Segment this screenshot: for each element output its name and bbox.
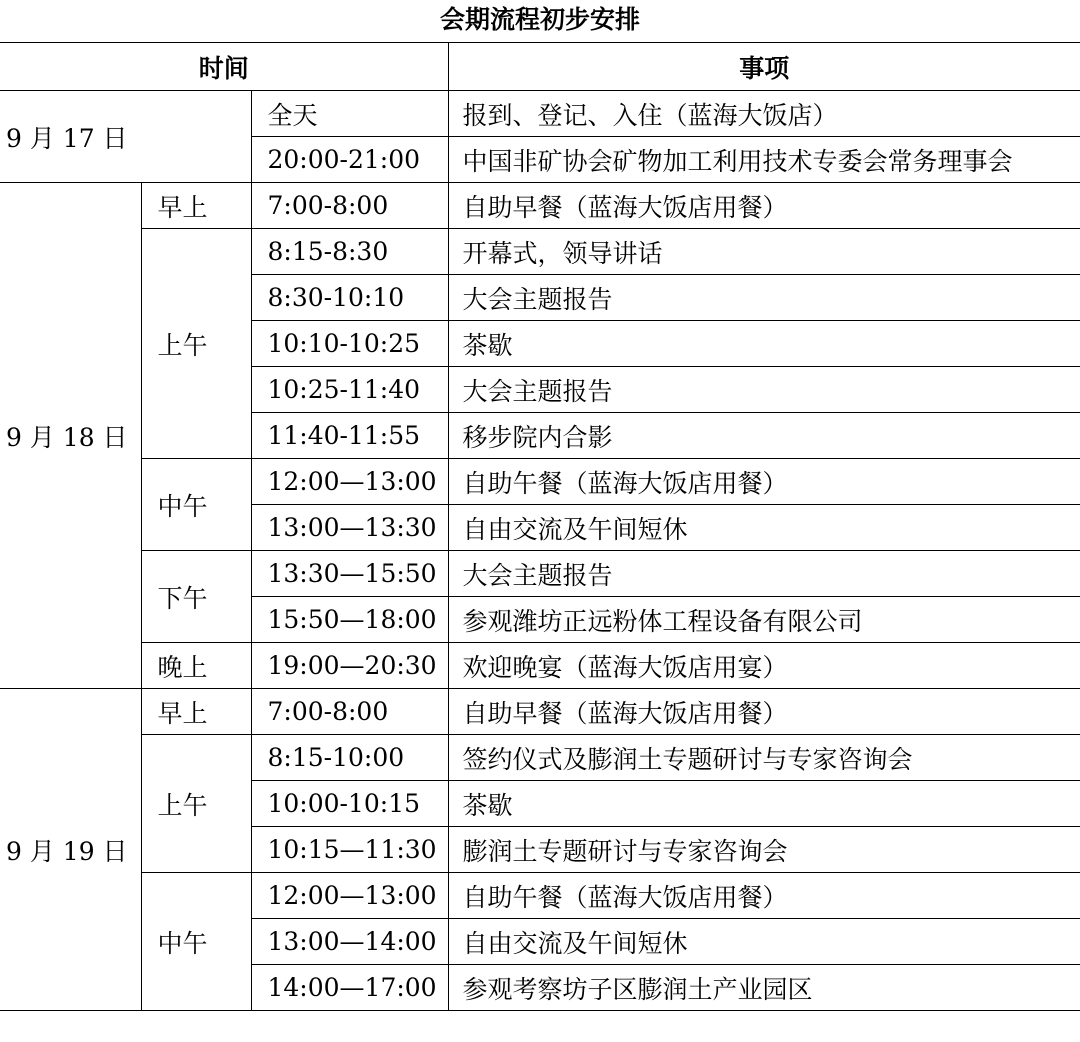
event-cell: 茶歇 [448, 321, 1080, 367]
event-cell: 自由交流及午间短休 [448, 505, 1080, 551]
table-row [0, 643, 1080, 689]
header-time: 时间 [0, 43, 448, 91]
period-cell: 上午 [141, 735, 251, 873]
day-cell: 9 月 17 日 [0, 91, 251, 183]
event-cell: 参观潍坊正远粉体工程设备有限公司 [448, 597, 1080, 643]
table-row [0, 91, 1080, 137]
table-header-row [0, 43, 1080, 91]
event-cell: 开幕式，领导讲话 [448, 229, 1080, 275]
table-row [0, 689, 1080, 735]
table-row [0, 873, 1080, 919]
event-cell: 膨润土专题研讨与专家咨询会 [448, 827, 1080, 873]
time-cell: 8:15-10:00 [251, 735, 448, 781]
period-cell: 上午 [141, 229, 251, 459]
event-cell: 中国非矿协会矿物加工利用技术专委会常务理事会 [448, 137, 1080, 183]
schedule-table [0, 42, 1080, 1011]
time-cell: 12:00—13:00 [251, 459, 448, 505]
time-cell: 14:00—17:00 [251, 965, 448, 1011]
header-event: 事项 [448, 43, 1080, 91]
event-cell: 自助午餐（蓝海大饭店用餐） [448, 873, 1080, 919]
time-cell: 11:40-11:55 [251, 413, 448, 459]
time-cell: 10:10-10:25 [251, 321, 448, 367]
time-cell: 20:00-21:00 [251, 137, 448, 183]
time-cell: 10:25-11:40 [251, 367, 448, 413]
event-cell: 大会主题报告 [448, 551, 1080, 597]
event-cell: 大会主题报告 [448, 275, 1080, 321]
period-cell: 中午 [141, 873, 251, 1011]
table-row [0, 459, 1080, 505]
time-cell: 7:00-8:00 [251, 183, 448, 229]
time-cell: 10:00-10:15 [251, 781, 448, 827]
time-cell: 全天 [251, 91, 448, 137]
period-cell: 早上 [141, 183, 251, 229]
table-row [0, 183, 1080, 229]
time-cell: 12:00—13:00 [251, 873, 448, 919]
event-cell: 报到、登记、入住（蓝海大饭店） [448, 91, 1080, 137]
event-cell: 参观考察坊子区膨润土产业园区 [448, 965, 1080, 1011]
event-cell: 签约仪式及膨润土专题研讨与专家咨询会 [448, 735, 1080, 781]
document-title: 会期流程初步安排 [439, 5, 640, 34]
day-cell: 9 月 18 日 [0, 183, 141, 689]
time-cell: 8:15-8:30 [251, 229, 448, 275]
event-cell: 自助早餐（蓝海大饭店用餐） [448, 689, 1080, 735]
event-cell: 自助午餐（蓝海大饭店用餐） [448, 459, 1080, 505]
time-cell: 13:00—14:00 [251, 919, 448, 965]
period-cell: 中午 [141, 459, 251, 551]
period-cell: 晚上 [141, 643, 251, 689]
time-cell: 19:00—20:30 [251, 643, 448, 689]
event-cell: 自助早餐（蓝海大饭店用餐） [448, 183, 1080, 229]
event-cell: 欢迎晚宴（蓝海大饭店用宴） [448, 643, 1080, 689]
time-cell: 13:30—15:50 [251, 551, 448, 597]
period-cell: 早上 [141, 689, 251, 735]
day-cell: 9 月 19 日 [0, 689, 141, 1011]
event-cell: 自由交流及午间短休 [448, 919, 1080, 965]
period-cell: 下午 [141, 551, 251, 643]
time-cell: 8:30-10:10 [251, 275, 448, 321]
event-cell: 茶歇 [448, 781, 1080, 827]
event-cell: 移步院内合影 [448, 413, 1080, 459]
event-cell: 大会主题报告 [448, 367, 1080, 413]
time-cell: 10:15—11:30 [251, 827, 448, 873]
time-cell: 7:00-8:00 [251, 689, 448, 735]
time-cell: 15:50—18:00 [251, 597, 448, 643]
table-row [0, 229, 1080, 275]
table-row [0, 735, 1080, 781]
table-row [0, 551, 1080, 597]
time-cell: 13:00—13:30 [251, 505, 448, 551]
